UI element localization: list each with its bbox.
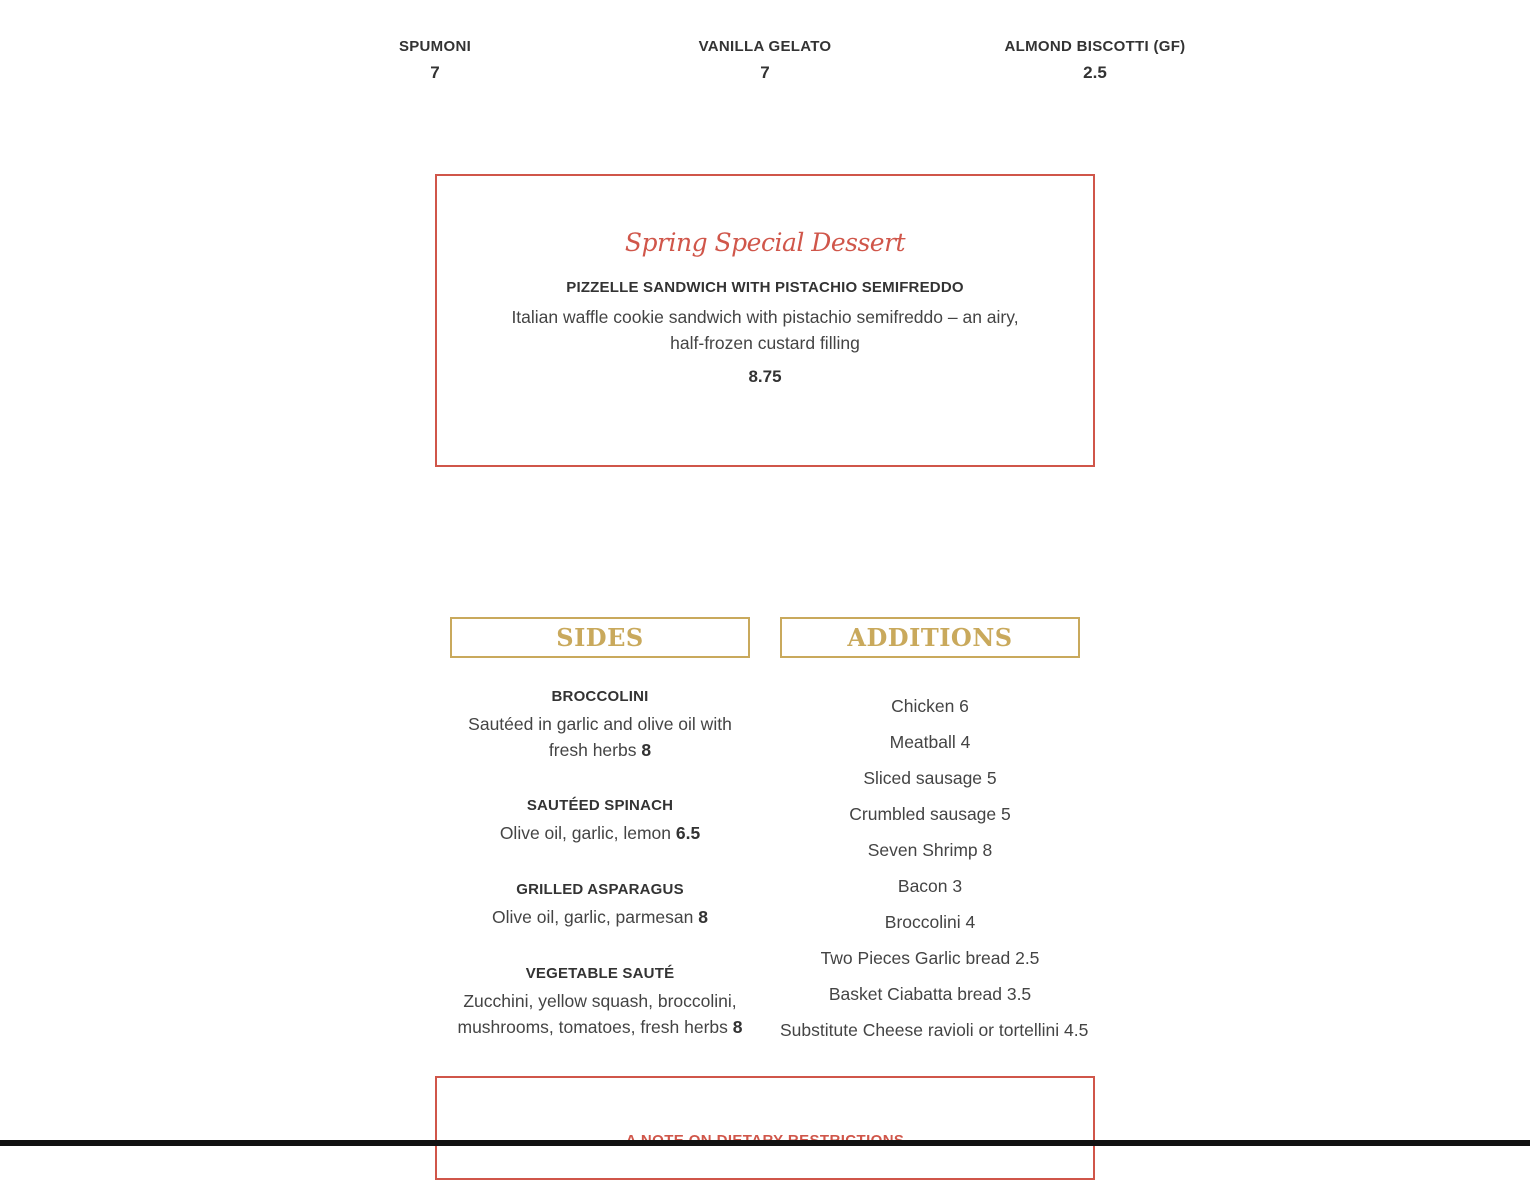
dietary-note-box — [435, 1076, 1095, 1180]
addition-item: Bacon 3 — [897, 876, 963, 896]
dessert-name: VANILLA GELATO — [698, 38, 832, 55]
side-name: VEGETABLE SAUTÉ — [525, 965, 675, 982]
additions-header: ADDITIONS — [780, 617, 1080, 658]
side-description — [450, 904, 750, 930]
side-description — [450, 988, 750, 1040]
addition-item: Sliced sausage 5 — [863, 768, 997, 788]
side-description — [450, 711, 750, 763]
addition-item: Seven Shrimp 8 — [867, 840, 993, 860]
side-item-sauteed-spinach — [450, 797, 750, 846]
additions-list — [780, 688, 1089, 1048]
addition-item: Meatball 4 — [889, 732, 971, 752]
side-price: 6.5 — [675, 823, 701, 843]
side-description — [450, 820, 750, 846]
dessert-item-almond-biscotti — [945, 38, 1245, 83]
side-item-grilled-asparagus — [450, 881, 750, 930]
side-description-text: Sautéed in garlic and olive oil with fresh herbs — [468, 714, 732, 760]
sides-header: SIDES — [450, 617, 750, 658]
side-price: 8 — [698, 907, 708, 927]
side-price: 8 — [641, 740, 652, 760]
special-dessert-box — [435, 174, 1095, 467]
dessert-price: 2.5 — [1083, 63, 1107, 82]
addition-item: Crumbled sausage 5 — [849, 804, 1011, 824]
dessert-name: ALMOND BISCOTTI (GF) — [1004, 38, 1186, 55]
dessert-item-vanilla-gelato — [615, 38, 915, 83]
side-price: 8 — [732, 1017, 743, 1037]
side-description-text: Olive oil, garlic, lemon — [499, 823, 671, 843]
side-name: GRILLED ASPARAGUS — [516, 881, 684, 898]
dessert-name: SPUMONI — [398, 38, 472, 55]
side-description-text: Olive oil, garlic, parmesan — [492, 907, 694, 927]
dessert-item-spumoni — [285, 38, 585, 83]
addition-item: Basket Ciabatta bread 3.5 — [828, 984, 1032, 1004]
addition-item: Chicken 6 — [891, 696, 969, 716]
special-item-name: PIZZELLE SANDWICH WITH PISTACHIO SEMIFREDDO — [566, 279, 964, 296]
side-item-vegetable-saute — [450, 965, 750, 1040]
side-name: SAUTÉED SPINACH — [526, 797, 674, 814]
special-price: 8.75 — [748, 367, 782, 386]
side-description-text: Zucchini, yellow squash, broccolini, mushrooms, tomatoes, fresh herbs — [457, 991, 737, 1037]
side-name: BROCCOLINI — [551, 688, 649, 705]
addition-item: Substitute Cheese ravioli or tortellini 4.5 — [780, 1020, 1089, 1040]
addition-item: Broccolini 4 — [884, 912, 976, 932]
dessert-price: 7 — [430, 63, 440, 82]
bottom-edge-bar — [0, 1140, 1530, 1146]
side-item-broccolini — [450, 688, 750, 763]
special-title: Spring Special Dessert — [624, 228, 906, 257]
addition-item: Two Pieces Garlic bread 2.5 — [820, 948, 1040, 968]
dessert-price: 7 — [760, 63, 770, 82]
special-description: Italian waffle cookie sandwich with pistachio semifreddo – an airy, half-frozen custard filling — [511, 307, 1019, 353]
